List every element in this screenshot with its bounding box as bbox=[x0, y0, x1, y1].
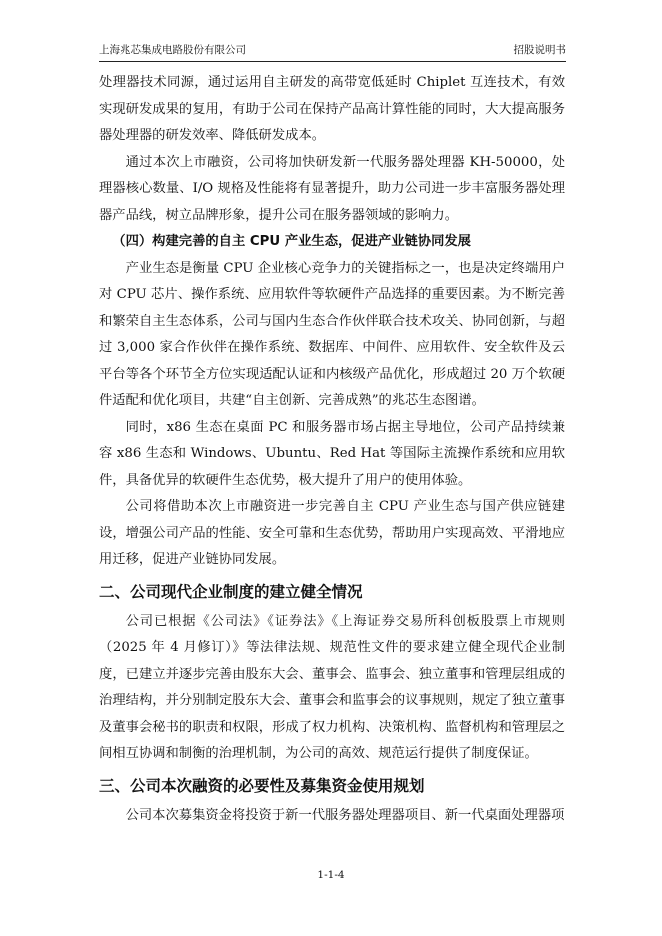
paragraph-kh50000: 通过本次上市融资，公司将加快研发新一代服务器处理器 KH-50000，处理器核心数量、I/O 规格及性能将有显著提升，助力公司进一步丰富服务器处理器产品线，树立品牌形象，提升公司在服务器领域的影响力。 bbox=[99, 154, 565, 223]
document-body bbox=[99, 70, 565, 829]
paragraph-supply-chain: 公司将借助本次上市融资进一步完善自主 CPU 产业生态与国产供应链建设，增强公司产品的性能、安全可靠和生态优势，帮助用户实现高效、平滑地应用迁移，促进产业链协同发展。 bbox=[99, 499, 565, 567]
section-heading-financing: 三、公司本次融资的必要性及募集资金使用规划 bbox=[99, 776, 425, 795]
paragraph-x86: 同时，x86 生态在桌面 PC 和服务器市场占据主导地位，公司产品持续兼容 x86 生态和 Windows、Ubuntu、Red Hat 等国际主流操作系统和应用软件，具备优异的软硬件生态优势，极大提升了用户的使用体验。 bbox=[99, 419, 565, 488]
paragraph-chiplet: 处理器技术同源，通过运用自主研发的高带宽低延时 Chiplet 互连技术，有效实现研发成果的复用，有助于公司在保持产品高计算性能的同时，大大提高服务器处理器的研发效率、降低研发成本。 bbox=[99, 75, 565, 143]
page-number: 1-1-4 bbox=[317, 869, 345, 881]
section-heading-governance: 二、公司现代企业制度的建立健全情况 bbox=[99, 582, 363, 601]
header-document-type: 招股说明书 bbox=[513, 44, 566, 56]
paragraph-governance: 公司已根据《公司法》《证券法》《上海证券交易所科创板股票上市规则（2025 年 4 月修订）》等法律法规、规范性文件的要求建立健全现代企业制度，已建立并逐步完善由股东大会、董事会、监事会、独立董事和管理层组成的治理结构，并分别制定股东大会、董事会和监事会的议事规则，规定了独立董事及董事会秘书的职责和权限，形成了权力机构、决策机构、监督机构和管理层之间相互协调和制衡的治理机制，为公司的高效、规范运行提供了制度保证。 bbox=[99, 613, 565, 761]
subheading-cpu-ecosystem: （四）构建完善的自主 CPU 产业生态，促进产业链协同发展 bbox=[112, 234, 471, 249]
paragraph-financing: 公司本次募集资金将投资于新一代服务器处理器项目、新一代桌面处理器项 bbox=[125, 807, 565, 823]
page-header bbox=[99, 43, 566, 62]
paragraph-ecosystem: 产业生态是衡量 CPU 企业核心竞争力的关键指标之一，也是决定终端用户对 CPU 芯片、操作系统、应用软件等软硬件产品选择的重要因素。为不断完善和繁荣自主生态体系，公司与国内生态合作伙伴联合技术攻关、协同创新，与超过 3,000 家合作伙伴在操作系统、数据库、中间件、应用软件、安全软件及云平台等各个环节全方位实现适配认证和内核级产品优化，形成超过 20 万个软硬件适配和优化项目，共建“自主创新、完善成熟”的兆芯生态图谱。 bbox=[99, 260, 565, 408]
header-company-name: 上海兆芯集成电路股份有限公司 bbox=[99, 44, 246, 56]
